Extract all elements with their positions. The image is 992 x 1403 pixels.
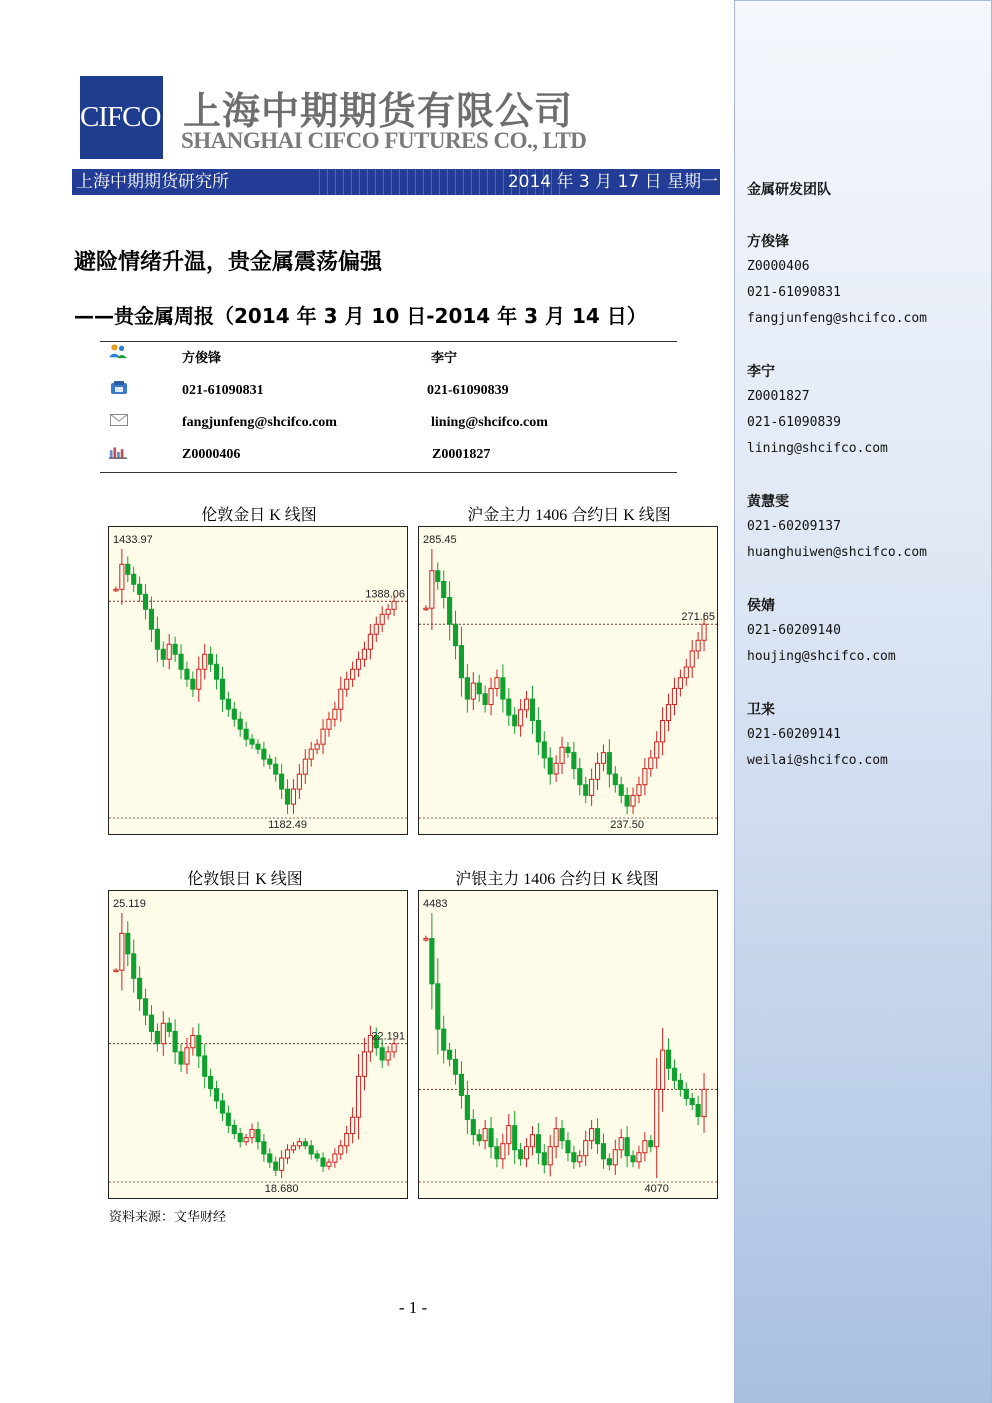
candle xyxy=(649,1135,653,1152)
candle xyxy=(578,1150,582,1167)
chart-icon xyxy=(108,444,128,460)
candle xyxy=(339,677,343,722)
candle xyxy=(356,1054,360,1139)
candle xyxy=(655,1058,659,1178)
candle xyxy=(120,913,124,991)
candle xyxy=(203,644,207,679)
author-1-license: Z0000406 xyxy=(182,447,241,462)
candle xyxy=(149,1005,153,1041)
candle xyxy=(578,758,582,795)
candle xyxy=(368,624,372,659)
candle xyxy=(595,753,599,790)
candle xyxy=(661,707,665,755)
candle xyxy=(448,581,452,640)
candle xyxy=(459,627,463,697)
author-2-name: 李宁 xyxy=(431,351,458,366)
author-2-email[interactable]: lining@shcifco.com xyxy=(431,415,548,430)
member-email[interactable]: lining@shcifco.com xyxy=(747,441,888,456)
candle xyxy=(280,1150,284,1178)
candle xyxy=(256,1122,260,1150)
member-name: 黄慧雯 xyxy=(747,494,789,510)
candle xyxy=(678,1073,682,1096)
candle xyxy=(161,642,165,667)
company-name-en: SHANGHAI CIFCO FUTURES CO., LTD xyxy=(181,128,587,153)
member-email[interactable]: houjing@shcifco.com xyxy=(747,649,896,664)
candle xyxy=(643,758,647,795)
candle xyxy=(548,747,552,784)
data-source-note: 资料来源：文华财经 xyxy=(109,1210,227,1225)
candle xyxy=(362,642,366,667)
candle xyxy=(173,637,177,662)
candle xyxy=(613,766,617,793)
candle xyxy=(238,712,242,737)
candle xyxy=(483,686,487,713)
candle xyxy=(530,686,534,734)
candle xyxy=(333,1148,337,1167)
chart-canvas-2 xyxy=(109,891,407,1198)
candle xyxy=(684,1082,688,1105)
candle xyxy=(436,958,440,1054)
member-email[interactable]: huanghuiwen@shcifco.com xyxy=(747,545,928,560)
candle xyxy=(495,670,499,697)
candle xyxy=(507,688,511,726)
candle xyxy=(238,1128,242,1148)
candle xyxy=(601,745,605,772)
candle xyxy=(339,1140,343,1160)
candle xyxy=(155,1023,159,1051)
candle xyxy=(185,662,189,687)
candle xyxy=(672,678,676,716)
candle xyxy=(649,750,653,777)
candle xyxy=(315,1150,319,1161)
high-price-label: 1433.97 xyxy=(113,534,153,546)
candle xyxy=(554,755,558,782)
candle xyxy=(274,757,278,782)
member-phone: 021-60209140 xyxy=(747,623,841,638)
candle xyxy=(483,1120,487,1149)
candle xyxy=(643,1132,647,1161)
candle xyxy=(436,562,440,589)
candle xyxy=(327,712,331,737)
candle xyxy=(226,692,230,717)
candle xyxy=(250,734,254,749)
company-logo xyxy=(80,76,163,159)
candle xyxy=(268,754,272,769)
candle xyxy=(197,657,201,702)
candle xyxy=(625,787,629,814)
low-price-label: 237.50 xyxy=(610,819,644,831)
author-2-phone: 021-61090839 xyxy=(427,383,509,398)
candle xyxy=(214,1081,218,1109)
candle xyxy=(214,654,218,689)
sidebar-heading: 金属研发团队 xyxy=(747,182,831,198)
candle xyxy=(209,647,213,672)
candle xyxy=(572,742,576,779)
candle xyxy=(179,1044,183,1072)
candle xyxy=(191,672,195,697)
candle xyxy=(702,1073,706,1133)
member-email[interactable]: weilai@shcifco.com xyxy=(747,753,888,768)
candle xyxy=(566,742,570,758)
candle xyxy=(442,1016,446,1064)
candle xyxy=(524,1138,528,1167)
candle xyxy=(356,652,360,677)
candle xyxy=(607,1153,611,1170)
member-name: 卫来 xyxy=(747,702,775,718)
author-1-name: 方俊锋 xyxy=(182,351,222,366)
logo-text: CIFCO xyxy=(80,101,161,133)
candle xyxy=(655,731,659,768)
candle xyxy=(548,1135,552,1176)
candle xyxy=(672,1060,676,1089)
candle xyxy=(309,1140,313,1160)
candle xyxy=(132,567,136,593)
candle xyxy=(285,1144,289,1164)
header-banner xyxy=(72,169,720,195)
member-phone: 021-60209141 xyxy=(747,727,841,742)
candle xyxy=(519,699,523,737)
candle xyxy=(625,1126,629,1167)
banner-institute: 上海中期期货研究所 xyxy=(76,172,229,192)
chart-london-silver xyxy=(108,890,408,1199)
candle xyxy=(203,1044,207,1088)
candle xyxy=(554,1117,558,1158)
last-price-label: 1388.06 xyxy=(365,588,405,601)
candle xyxy=(262,742,266,767)
candle xyxy=(501,1134,505,1169)
candle xyxy=(303,1138,307,1149)
candle xyxy=(244,722,248,747)
last-price-label: 22.191 xyxy=(371,1030,405,1043)
candle xyxy=(315,739,319,754)
member-license: Z0000406 xyxy=(747,259,810,274)
candle xyxy=(374,617,378,642)
candle xyxy=(572,1146,576,1169)
candle xyxy=(536,1123,540,1164)
candle xyxy=(661,1028,665,1112)
candle xyxy=(590,1120,594,1149)
sidebar-team-panel xyxy=(734,0,992,1403)
candle xyxy=(424,936,428,942)
candle xyxy=(380,607,384,632)
candle xyxy=(297,1138,301,1149)
candle xyxy=(542,1144,546,1173)
candle xyxy=(380,1040,384,1068)
member-name: 李宁 xyxy=(747,364,775,380)
high-price-label: 285.45 xyxy=(423,534,457,546)
candle xyxy=(489,678,493,716)
candle xyxy=(209,1069,213,1097)
candle xyxy=(430,549,434,630)
phone-icon xyxy=(109,380,129,396)
candle xyxy=(465,1081,469,1134)
candle xyxy=(631,787,635,814)
candle xyxy=(132,940,136,993)
candle xyxy=(465,664,469,712)
candle xyxy=(607,739,611,787)
candle xyxy=(560,1120,564,1149)
candle xyxy=(542,731,546,768)
candle xyxy=(619,777,623,804)
candle xyxy=(268,1148,272,1167)
candle xyxy=(345,1126,349,1154)
candle xyxy=(327,1159,331,1170)
last-price-label: 271.65 xyxy=(681,611,715,624)
candle xyxy=(220,1093,224,1121)
candle xyxy=(244,1134,248,1145)
candle xyxy=(696,632,700,659)
member-license: Z0001827 xyxy=(747,389,810,404)
chart-shfe-silver xyxy=(418,890,718,1199)
candle xyxy=(684,659,688,686)
candle xyxy=(138,966,142,1011)
candle xyxy=(595,1119,599,1154)
candle xyxy=(524,691,528,718)
candle xyxy=(501,664,505,712)
chart-canvas-0 xyxy=(109,527,407,834)
chart-shfe-gold xyxy=(418,526,718,835)
chart-title-london-silver: 伦敦银日 K 线图 xyxy=(187,871,303,888)
candle xyxy=(173,1019,177,1063)
candle xyxy=(666,694,670,732)
candle xyxy=(250,1124,254,1144)
candle xyxy=(155,617,159,662)
candle xyxy=(351,662,355,687)
candle xyxy=(489,1117,493,1158)
report-title: 避险情绪升温，贵金属震荡偏强 xyxy=(74,250,383,275)
candle xyxy=(345,672,349,697)
candle xyxy=(471,672,475,710)
candle xyxy=(560,737,564,774)
candle xyxy=(167,1017,171,1037)
member-phone: 021-61090839 xyxy=(747,415,841,430)
candle xyxy=(590,769,594,806)
candle xyxy=(161,1011,165,1056)
candle xyxy=(448,1043,452,1067)
candle xyxy=(333,702,337,727)
candle xyxy=(666,1038,670,1080)
contact-table-bottom-rule xyxy=(100,472,677,473)
candle xyxy=(114,968,118,972)
candle xyxy=(114,587,118,593)
candle xyxy=(309,742,313,767)
candle xyxy=(584,1131,588,1166)
company-name-cn: 上海中期期货有限公司 xyxy=(183,89,574,133)
low-price-label: 18.680 xyxy=(264,1183,299,1195)
candle xyxy=(126,921,130,966)
candle xyxy=(232,702,236,727)
candle xyxy=(149,597,153,642)
candle xyxy=(197,1023,201,1067)
candle xyxy=(453,611,457,660)
candle xyxy=(536,707,540,755)
chart-london-gold xyxy=(108,526,408,835)
author-2-license: Z0001827 xyxy=(432,447,491,462)
candle xyxy=(226,1105,230,1133)
candle xyxy=(430,913,434,1009)
candle xyxy=(453,1049,457,1085)
chart-title-shfe-silver: 沪银主力 1406 合约日 K 线图 xyxy=(455,871,659,888)
candle xyxy=(280,764,284,799)
chart-title-london-gold: 伦敦金日 K 线图 xyxy=(201,507,317,524)
candle xyxy=(386,1046,390,1066)
candle xyxy=(362,1038,366,1091)
candle xyxy=(507,1114,511,1155)
candle xyxy=(351,1107,355,1143)
candle xyxy=(442,570,446,608)
candle xyxy=(232,1120,236,1140)
candle xyxy=(256,739,260,754)
candle xyxy=(566,1132,570,1161)
candle xyxy=(513,1111,517,1164)
chart-title-shfe-gold: 沪金主力 1406 合约日 K 线图 xyxy=(467,507,671,524)
candle xyxy=(220,667,224,712)
candle xyxy=(321,1152,325,1171)
member-phone: 021-61090831 xyxy=(747,285,841,300)
member-name: 侯婧 xyxy=(747,598,775,614)
author-1-email[interactable]: fangjunfeng@shcifco.com xyxy=(182,415,337,430)
candle xyxy=(619,1129,623,1158)
member-name: 方俊锋 xyxy=(747,234,789,250)
chart-canvas-1 xyxy=(419,527,717,834)
chart-canvas-3 xyxy=(419,891,717,1198)
candle xyxy=(138,577,142,603)
candle xyxy=(601,1134,605,1169)
candle xyxy=(459,1061,463,1109)
candle xyxy=(477,1129,481,1146)
contact-table-top-rule xyxy=(100,341,677,342)
candle xyxy=(191,1028,195,1056)
mail-icon xyxy=(109,412,129,428)
people-icon xyxy=(108,343,128,359)
candle xyxy=(513,707,517,734)
low-price-label: 4070 xyxy=(644,1183,669,1195)
candle xyxy=(477,675,481,702)
high-price-label: 25.119 xyxy=(113,898,146,910)
candle xyxy=(424,605,428,611)
candle xyxy=(678,670,682,697)
candle xyxy=(471,1109,475,1144)
candle xyxy=(262,1134,266,1162)
author-1-phone: 021-61090831 xyxy=(182,383,264,398)
candle xyxy=(143,584,147,620)
candle xyxy=(631,1150,635,1167)
candle xyxy=(291,779,295,814)
candle xyxy=(274,1156,278,1175)
candle xyxy=(297,764,301,799)
page-number: - 1 - xyxy=(398,1298,428,1317)
candle xyxy=(613,1140,617,1175)
candle xyxy=(690,1093,694,1110)
candle xyxy=(530,1126,534,1155)
candle xyxy=(126,556,130,582)
candle xyxy=(637,1146,641,1169)
candle xyxy=(303,749,307,784)
candle xyxy=(584,777,588,804)
candle xyxy=(386,604,390,620)
candle xyxy=(179,644,183,679)
candle xyxy=(495,1138,499,1167)
low-price-label: 1182.49 xyxy=(268,819,308,831)
report-subtitle: ——贵金属周报（2014 年 3 月 10 日-2014 年 3 月 14 日） xyxy=(74,304,647,328)
candle xyxy=(143,989,147,1025)
candle xyxy=(167,634,171,669)
member-email[interactable]: fangjunfeng@shcifco.com xyxy=(747,311,928,326)
candle xyxy=(285,779,289,814)
candle xyxy=(637,777,641,804)
candle xyxy=(519,1143,523,1166)
banner-date: 2014 年 3 月 17 日 星期一 xyxy=(507,172,718,192)
candle xyxy=(690,640,694,678)
candle xyxy=(696,1096,700,1125)
candle xyxy=(321,719,325,754)
member-phone: 021-60209137 xyxy=(747,519,841,534)
high-price-label: 4483 xyxy=(423,898,448,910)
candle xyxy=(120,549,124,605)
candle xyxy=(291,1142,295,1153)
